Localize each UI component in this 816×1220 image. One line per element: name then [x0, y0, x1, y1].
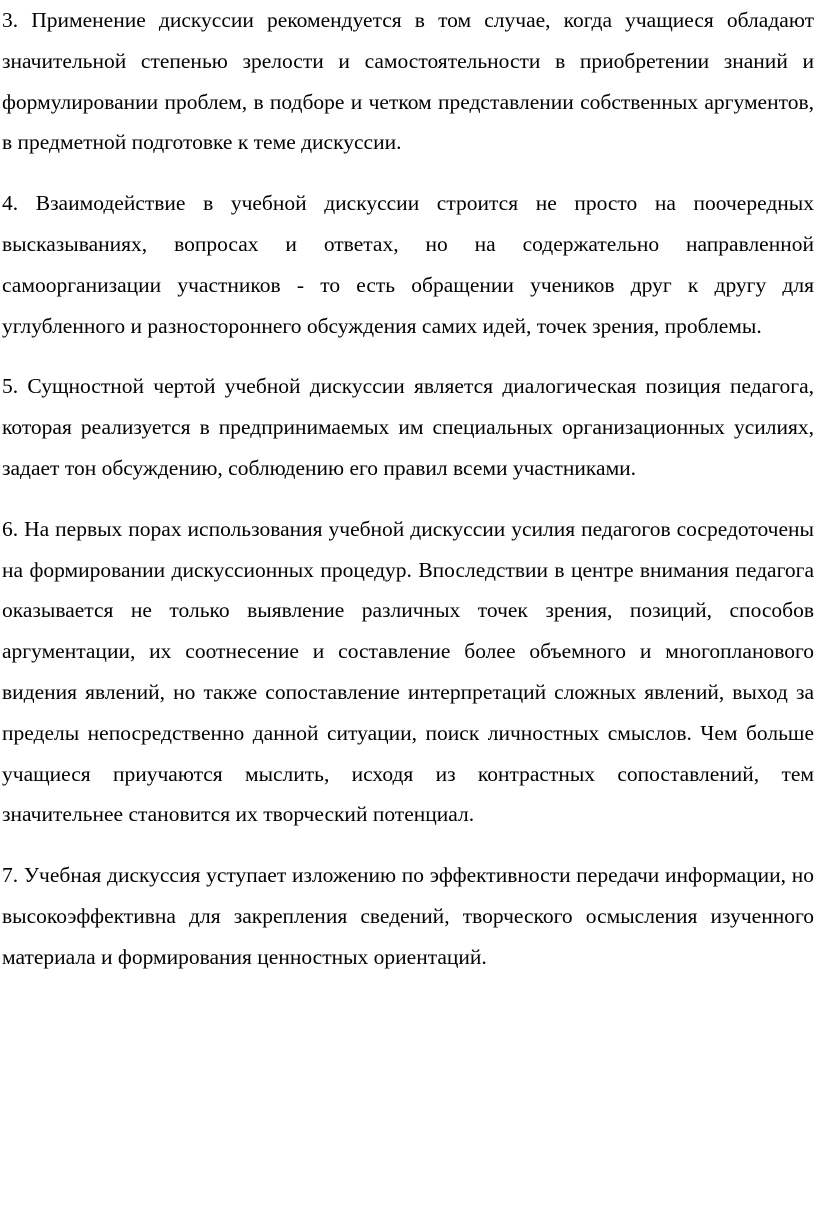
paragraph-4: 4. Взаимодействие в учебной дискуссии строится не просто на поочередных высказываниях, вопросах и ответах, но на содержательно направленной самоорганизации участников - то есть обращении учеников друг к другу для углубленного и разностороннего обсуждения самих идей, точек зрения, проблемы. [2, 191, 814, 338]
paragraph-7: 7. Учебная дискуссия уступает изложению по эффективности передачи информации, но высокоэффективна для закрепления сведений, творческого осмысления изученного материала и формирования ценностных ориентаций. [2, 863, 814, 969]
paragraph-5: 5. Сущностной чертой учебной дискуссии является диалогическая позиция педагога, которая реализуется в предпринимаемых им специальных организационных усилиях, задает тон обсуждению, соблюдению его правил всеми участниками. [2, 374, 814, 480]
document-page [2, 0, 814, 978]
paragraph-3: 3. Применение дискуссии рекомендуется в том случае, когда учащиеся обладают значительной степенью зрелости и самостоятельности в приобретении знаний и формулировании проблем, в подборе и четком представлении собственных аргументов, в предметной подготовке к теме дискуссии. [2, 8, 814, 155]
paragraph-6: 6. На первых порах использования учебной дискуссии усилия педагогов сосредоточены на формировании дискуссионных процедур. Впоследствии в центре внимания педагога оказывается не только выявление различных точек зрения, позиций, способов аргументации, их соотнесение и составление более объемного и многопланового видения явлений, но также сопоставление интерпретаций сложных явлений, выход за пределы непосредственно данной ситуации, поиск личностных смыслов. Чем больше учащиеся приучаются мыслить, исходя из контрастных сопоставлений, тем значительнее становится их творческий потенциал. [2, 516, 814, 827]
